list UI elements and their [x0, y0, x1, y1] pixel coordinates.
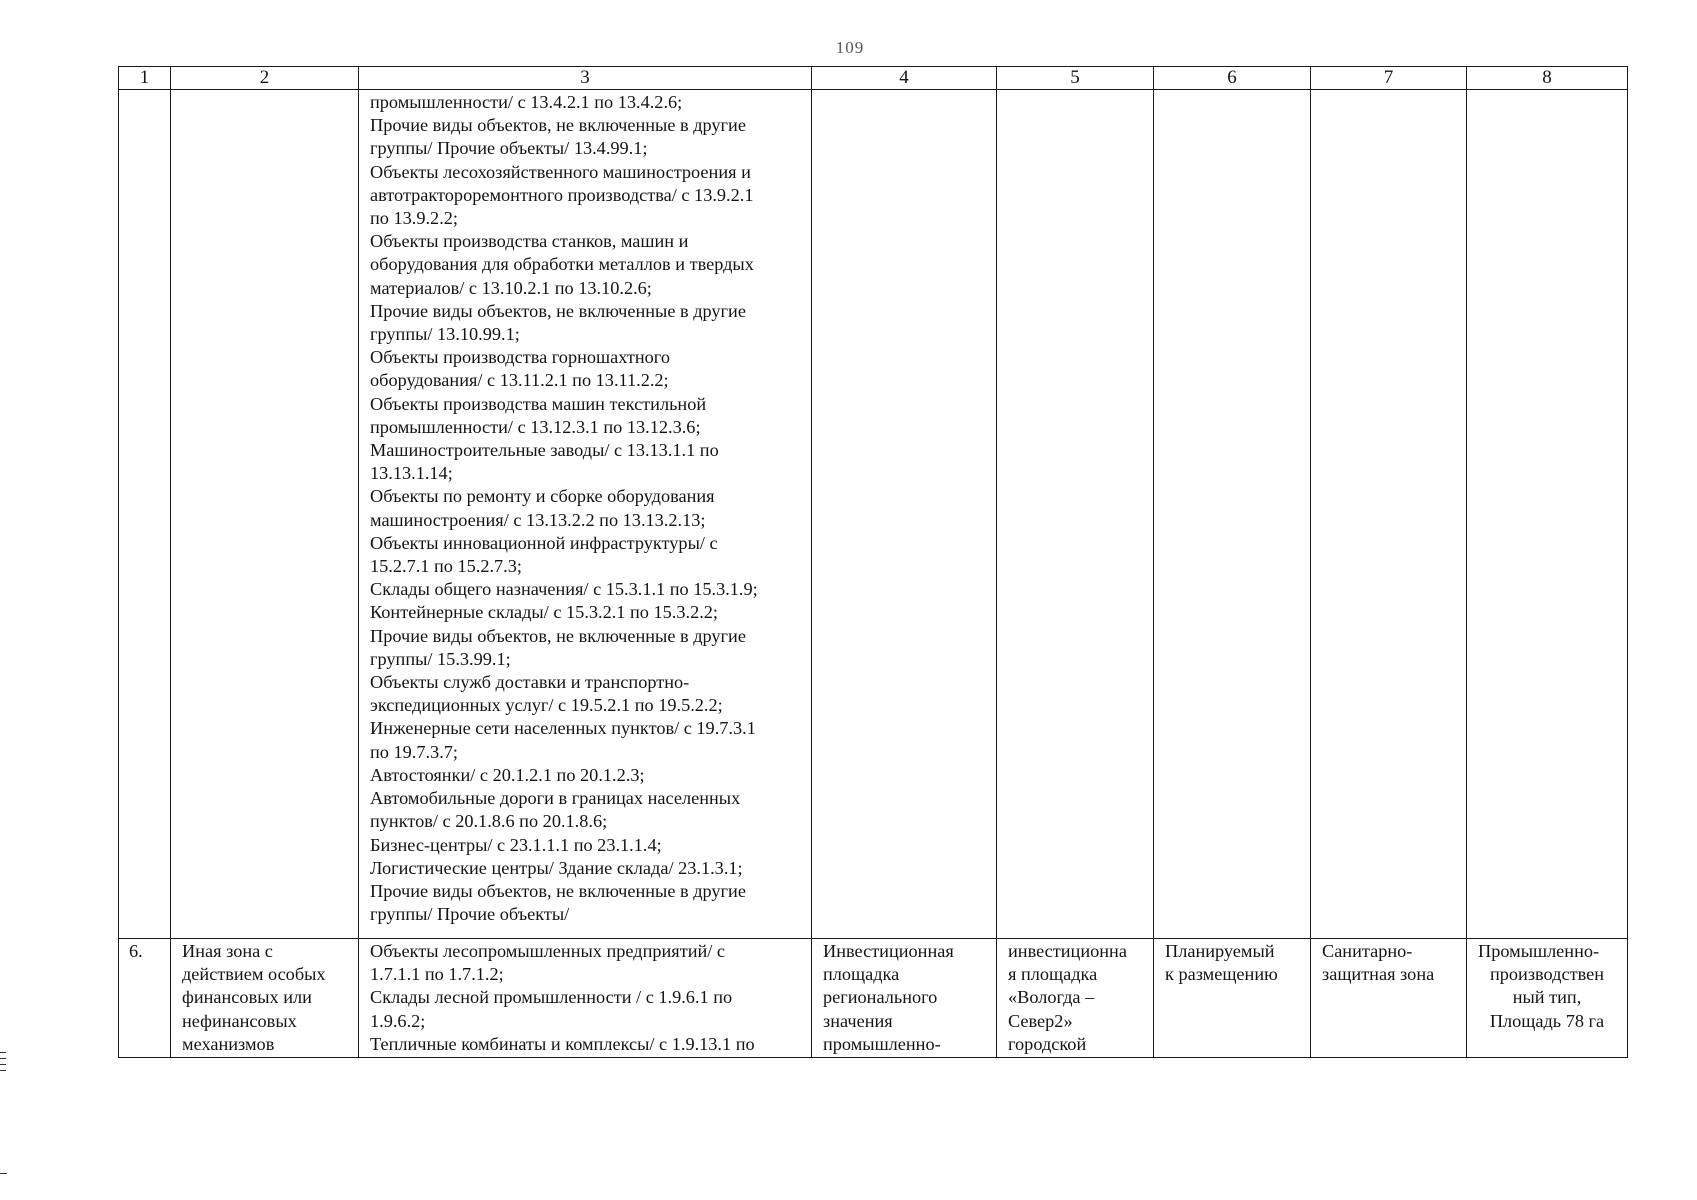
- text-line: Прочие виды объектов, не включенные в другие: [370, 625, 746, 646]
- text-line: Тепличные комбинаты и комплексы/ с 1.9.13.1 по: [370, 1033, 755, 1054]
- header-row: [119, 67, 1628, 90]
- cell-col-3-objects: [359, 90, 812, 939]
- text-line: автотрактороремонтного производства/ с 13.9.2.1: [370, 184, 754, 205]
- text-line: площадка: [823, 964, 900, 985]
- text-line: регионального: [823, 987, 938, 1008]
- text-line: производствен: [1489, 964, 1605, 985]
- text-line: промышленности/ с 13.4.2.1 по 13.4.2.6;: [370, 92, 683, 112]
- cell-col-6: [1154, 90, 1311, 939]
- text-line: машиностроения/ с 13.13.2.2 по 13.13.2.13;: [370, 509, 706, 530]
- header-col-4: 4: [812, 67, 997, 90]
- text-line: Прочие виды объектов, не включенные в другие: [370, 300, 746, 321]
- text-line: я площадка: [1008, 964, 1098, 985]
- text-line: оборудования для обработки металлов и твердых: [370, 254, 754, 275]
- text-line: защитная зона: [1322, 964, 1435, 985]
- cell-col-5: [997, 90, 1154, 939]
- header-col-7: 7: [1311, 67, 1467, 90]
- text-line: Промышленно-: [1478, 941, 1600, 961]
- table-row-6: [119, 939, 1628, 1058]
- cell-object-types: [359, 939, 812, 1058]
- cell-col-8: [1467, 90, 1628, 939]
- cell-restriction-zone: [1311, 939, 1467, 1058]
- text-line: Склады общего назначения/ с 15.3.1.1 по 15.3.1.9;: [370, 579, 758, 600]
- text-line: Автомобильные дороги в границах населенных: [370, 788, 741, 809]
- text-line: по 13.9.2.2;: [370, 208, 458, 229]
- text-line: промышленности/ с 13.12.3.1 по 13.12.3.6;: [370, 416, 701, 437]
- text-line: группы/ 15.3.99.1;: [370, 648, 511, 669]
- text-line: Объекты производства станков, машин и: [370, 231, 689, 252]
- cell-zone-name: [171, 939, 359, 1058]
- header-col-3: 3: [359, 67, 812, 90]
- text-line: Склады лесной промышленности / с 1.9.6.1 по: [370, 987, 733, 1008]
- cell-col-1: [119, 90, 171, 939]
- text-line: Санитарно-: [1322, 941, 1413, 961]
- text-line: городской: [1008, 1033, 1087, 1054]
- cell-row-number: 6.: [119, 939, 171, 1058]
- text-line: группы/ 13.10.99.1;: [370, 324, 520, 345]
- zoning-table: [118, 66, 1628, 1058]
- text-line: Автостоянки/ с 20.1.2.1 по 20.1.2.3;: [370, 764, 645, 785]
- text-line: группы/ Прочие объекты/: [370, 904, 570, 925]
- text-line: Объекты по ремонту и сборке оборудования: [370, 486, 715, 507]
- text-line: пунктов/ с 20.1.8.6 по 20.1.8.6;: [370, 811, 608, 832]
- text-line: Объекты инновационной инфраструктуры/ с: [370, 532, 718, 553]
- text-line: финансовых или: [182, 987, 312, 1008]
- cell-col-2: [171, 90, 359, 939]
- table-row-continuation: [119, 90, 1628, 939]
- text-line: Планируемый: [1165, 941, 1275, 961]
- text-line: ный тип,: [1512, 987, 1582, 1008]
- text-line: Бизнес-центры/ с 23.1.1.1 по 23.1.1.4;: [370, 834, 662, 855]
- cell-site-name: [997, 939, 1154, 1058]
- text-line: Логистические центры/ Здание склада/ 23.1.3.1;: [370, 857, 743, 878]
- text-line: Контейнерные склады/ с 15.3.2.1 по 15.3.2.2;: [370, 602, 719, 623]
- text-line: группы/ Прочие объекты/ 13.4.99.1;: [370, 138, 648, 159]
- header-col-1: 1: [119, 67, 171, 90]
- text-line: оборудования/ с 13.11.2.1 по 13.11.2.2;: [370, 370, 669, 391]
- text-line: Объекты лесопромышленных предприятий/ с: [370, 941, 726, 961]
- text-line: Объекты производства горношахтного: [370, 347, 670, 368]
- text-line: Объекты лесохозяйственного машиностроения и: [370, 161, 751, 182]
- cell-characteristics: [1467, 939, 1628, 1058]
- text-line: Прочие виды объектов, не включенные в другие: [370, 880, 746, 901]
- text-line: Инвестиционная: [823, 941, 954, 961]
- text-line: промышленно-: [823, 1033, 941, 1054]
- text-line: экспедиционных услуг/ с 19.5.2.1 по 19.5.2.2;: [370, 695, 723, 716]
- text-line: 15.2.7.1 по 15.2.7.3;: [370, 556, 522, 577]
- text-line: Объекты производства машин текстильной: [370, 393, 707, 414]
- text-line: механизмов: [182, 1033, 275, 1054]
- text-line: Объекты служб доставки и транспортно-: [370, 672, 690, 693]
- text-line: «Вологда –: [1008, 987, 1095, 1008]
- scan-margin-marks: [0, 1052, 8, 1076]
- cell-site-type: [812, 939, 997, 1058]
- text-line: 1.9.6.2;: [370, 1010, 426, 1031]
- text-line: инвестиционна: [1008, 941, 1127, 961]
- text-line: нефинансовых: [182, 1010, 297, 1031]
- page-number: 109: [835, 38, 865, 57]
- text-line: Прочие виды объектов, не включенные в другие: [370, 115, 746, 136]
- header-col-6: 6: [1154, 67, 1311, 90]
- text-line: 1.7.1.1 по 1.7.1.2;: [370, 964, 504, 985]
- cell-col-4: [812, 90, 997, 939]
- text-line: действием особых: [182, 964, 326, 985]
- header-col-8: 8: [1467, 67, 1628, 90]
- text-line: Площадь 78 га: [1489, 1010, 1605, 1031]
- text-line: Иная зона с: [182, 941, 273, 961]
- text-line: значения: [823, 1010, 893, 1031]
- text-line: материалов/ с 13.10.2.1 по 13.10.2.6;: [370, 277, 652, 298]
- text-line: по 19.7.3.7;: [370, 741, 458, 762]
- text-line: Машиностроительные заводы/ с 13.13.1.1 по: [370, 440, 719, 461]
- cell-status: [1154, 939, 1311, 1058]
- scan-margin-dash: [0, 1173, 7, 1174]
- text-line: Север2»: [1008, 1010, 1073, 1031]
- text-line: 13.13.1.14;: [370, 463, 453, 484]
- text-line: к размещению: [1165, 964, 1278, 985]
- header-col-5: 5: [997, 67, 1154, 90]
- header-col-2: 2: [171, 67, 359, 90]
- cell-col-7: [1311, 90, 1467, 939]
- text-line: Инженерные сети населенных пунктов/ с 19.7.3.1: [370, 718, 756, 739]
